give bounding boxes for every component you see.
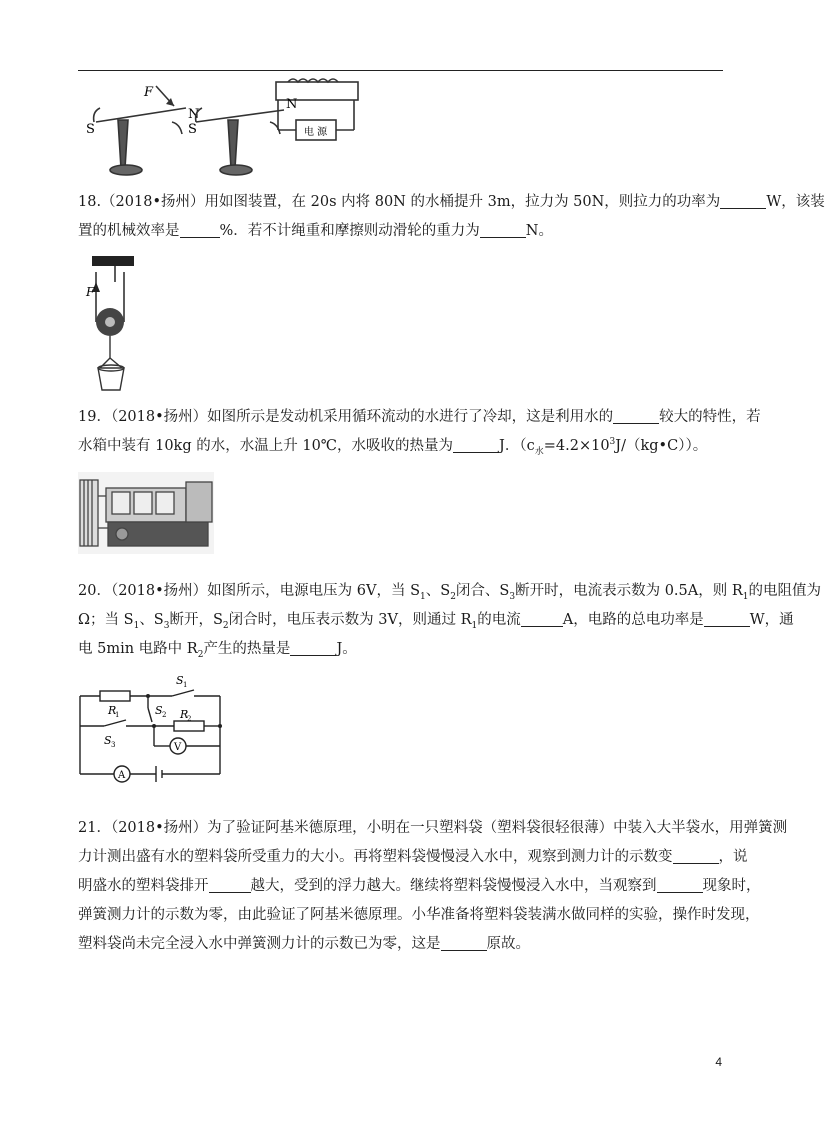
answer-blank[interactable] xyxy=(290,639,336,656)
magnetic-needle-figure xyxy=(78,78,368,178)
south-label-2: S xyxy=(188,122,197,137)
svg-text:1: 1 xyxy=(183,681,188,689)
answer-blank[interactable] xyxy=(613,407,659,424)
answer-blank[interactable] xyxy=(480,221,526,238)
answer-blank[interactable] xyxy=(657,876,703,893)
question-20: 20．（2018•扬州）如图所示，电源电压为 6V，当 $S_1$、$S_2$闭合、$S_3$断开时，电流表示数为 0.5A，则 $R_1$的电阻值为 Ω；当 $S_1$、$S_3$断开，$S_2$闭合时，电压表示数为 3V，则通过 $R_1$的电流 A，电路的总电功率是 W，通 电 5min 电路中 $R_2$产生的热量是 J。 xyxy=(78,583,821,660)
force-label: F xyxy=(144,85,154,100)
answer-blank[interactable] xyxy=(209,876,251,893)
answer-blank[interactable] xyxy=(673,847,719,864)
ammeter-label: A xyxy=(118,770,126,781)
question-21: 21．（2018•扬州）为了验证阿基米德原理，小明在一只塑料袋（塑料袋很轻很薄）中装入大半袋水，用弹簧测 力计测出盛有水的塑料袋所受重力的大小。再将塑料袋慢慢浸入水中，观察到测力计的示数变 ，说 明盛水的塑料袋排开 越大，受到的浮力越大。继续将塑料袋慢慢浸入水中，当观察到 现象时， 弹簧测力计的示数为零，由此验证了阿基米德原理。小华准备将塑料袋装满水做同样的实验，操作时发现， 塑料袋尚未完全浸入水中弹簧测力计的示数已为零，这是 原故。 xyxy=(78,820,788,952)
answer-blank[interactable] xyxy=(453,436,499,453)
north-label: N xyxy=(188,107,200,122)
answer-blank[interactable] xyxy=(521,610,563,627)
question-18: 18.（2018•扬州）用如图装置，在 20s 内将 80N 的水桶提升 3m，拉力为 50N，则拉力的功率为 W，该装 置的机械效率是 %．若不计绳重和摩擦则动滑轮的重力为 N。 xyxy=(78,194,825,239)
circuit-diagram xyxy=(78,672,228,782)
answer-blank[interactable] xyxy=(441,934,487,951)
s1-label: S xyxy=(176,674,184,687)
s3-label: S xyxy=(104,734,112,747)
svg-text:1: 1 xyxy=(115,711,120,719)
pulley-figure xyxy=(80,252,150,392)
page-number: 4 xyxy=(715,1055,722,1069)
s2-label: S xyxy=(155,704,163,717)
voltmeter-label: V xyxy=(174,742,182,753)
question-19: 19．（2018•扬州）如图所示是发动机采用循环流动的水进行了冷却，这是利用水的 较大的特性，若 水箱中装有 10kg 的水，水温上升 10℃，水吸收的热量为 J．$(c_水=4.2\times 10^3J/(kg•C))$。 xyxy=(78,409,761,457)
answer-blank[interactable] xyxy=(720,192,766,209)
header-rule xyxy=(78,70,723,71)
r2-label: R xyxy=(180,708,189,721)
svg-text:3: 3 xyxy=(111,741,116,749)
svg-text:2: 2 xyxy=(162,711,167,719)
answer-blank[interactable] xyxy=(180,221,220,238)
power-supply-label: 电 源 xyxy=(304,127,328,138)
r1-label: R xyxy=(108,704,117,717)
answer-blank[interactable] xyxy=(704,610,750,627)
svg-text:2: 2 xyxy=(187,715,192,723)
engine-cooling-figure xyxy=(78,472,214,554)
force-label: F xyxy=(86,285,95,299)
south-label: S xyxy=(86,122,95,137)
north-label-2: N xyxy=(286,97,298,112)
